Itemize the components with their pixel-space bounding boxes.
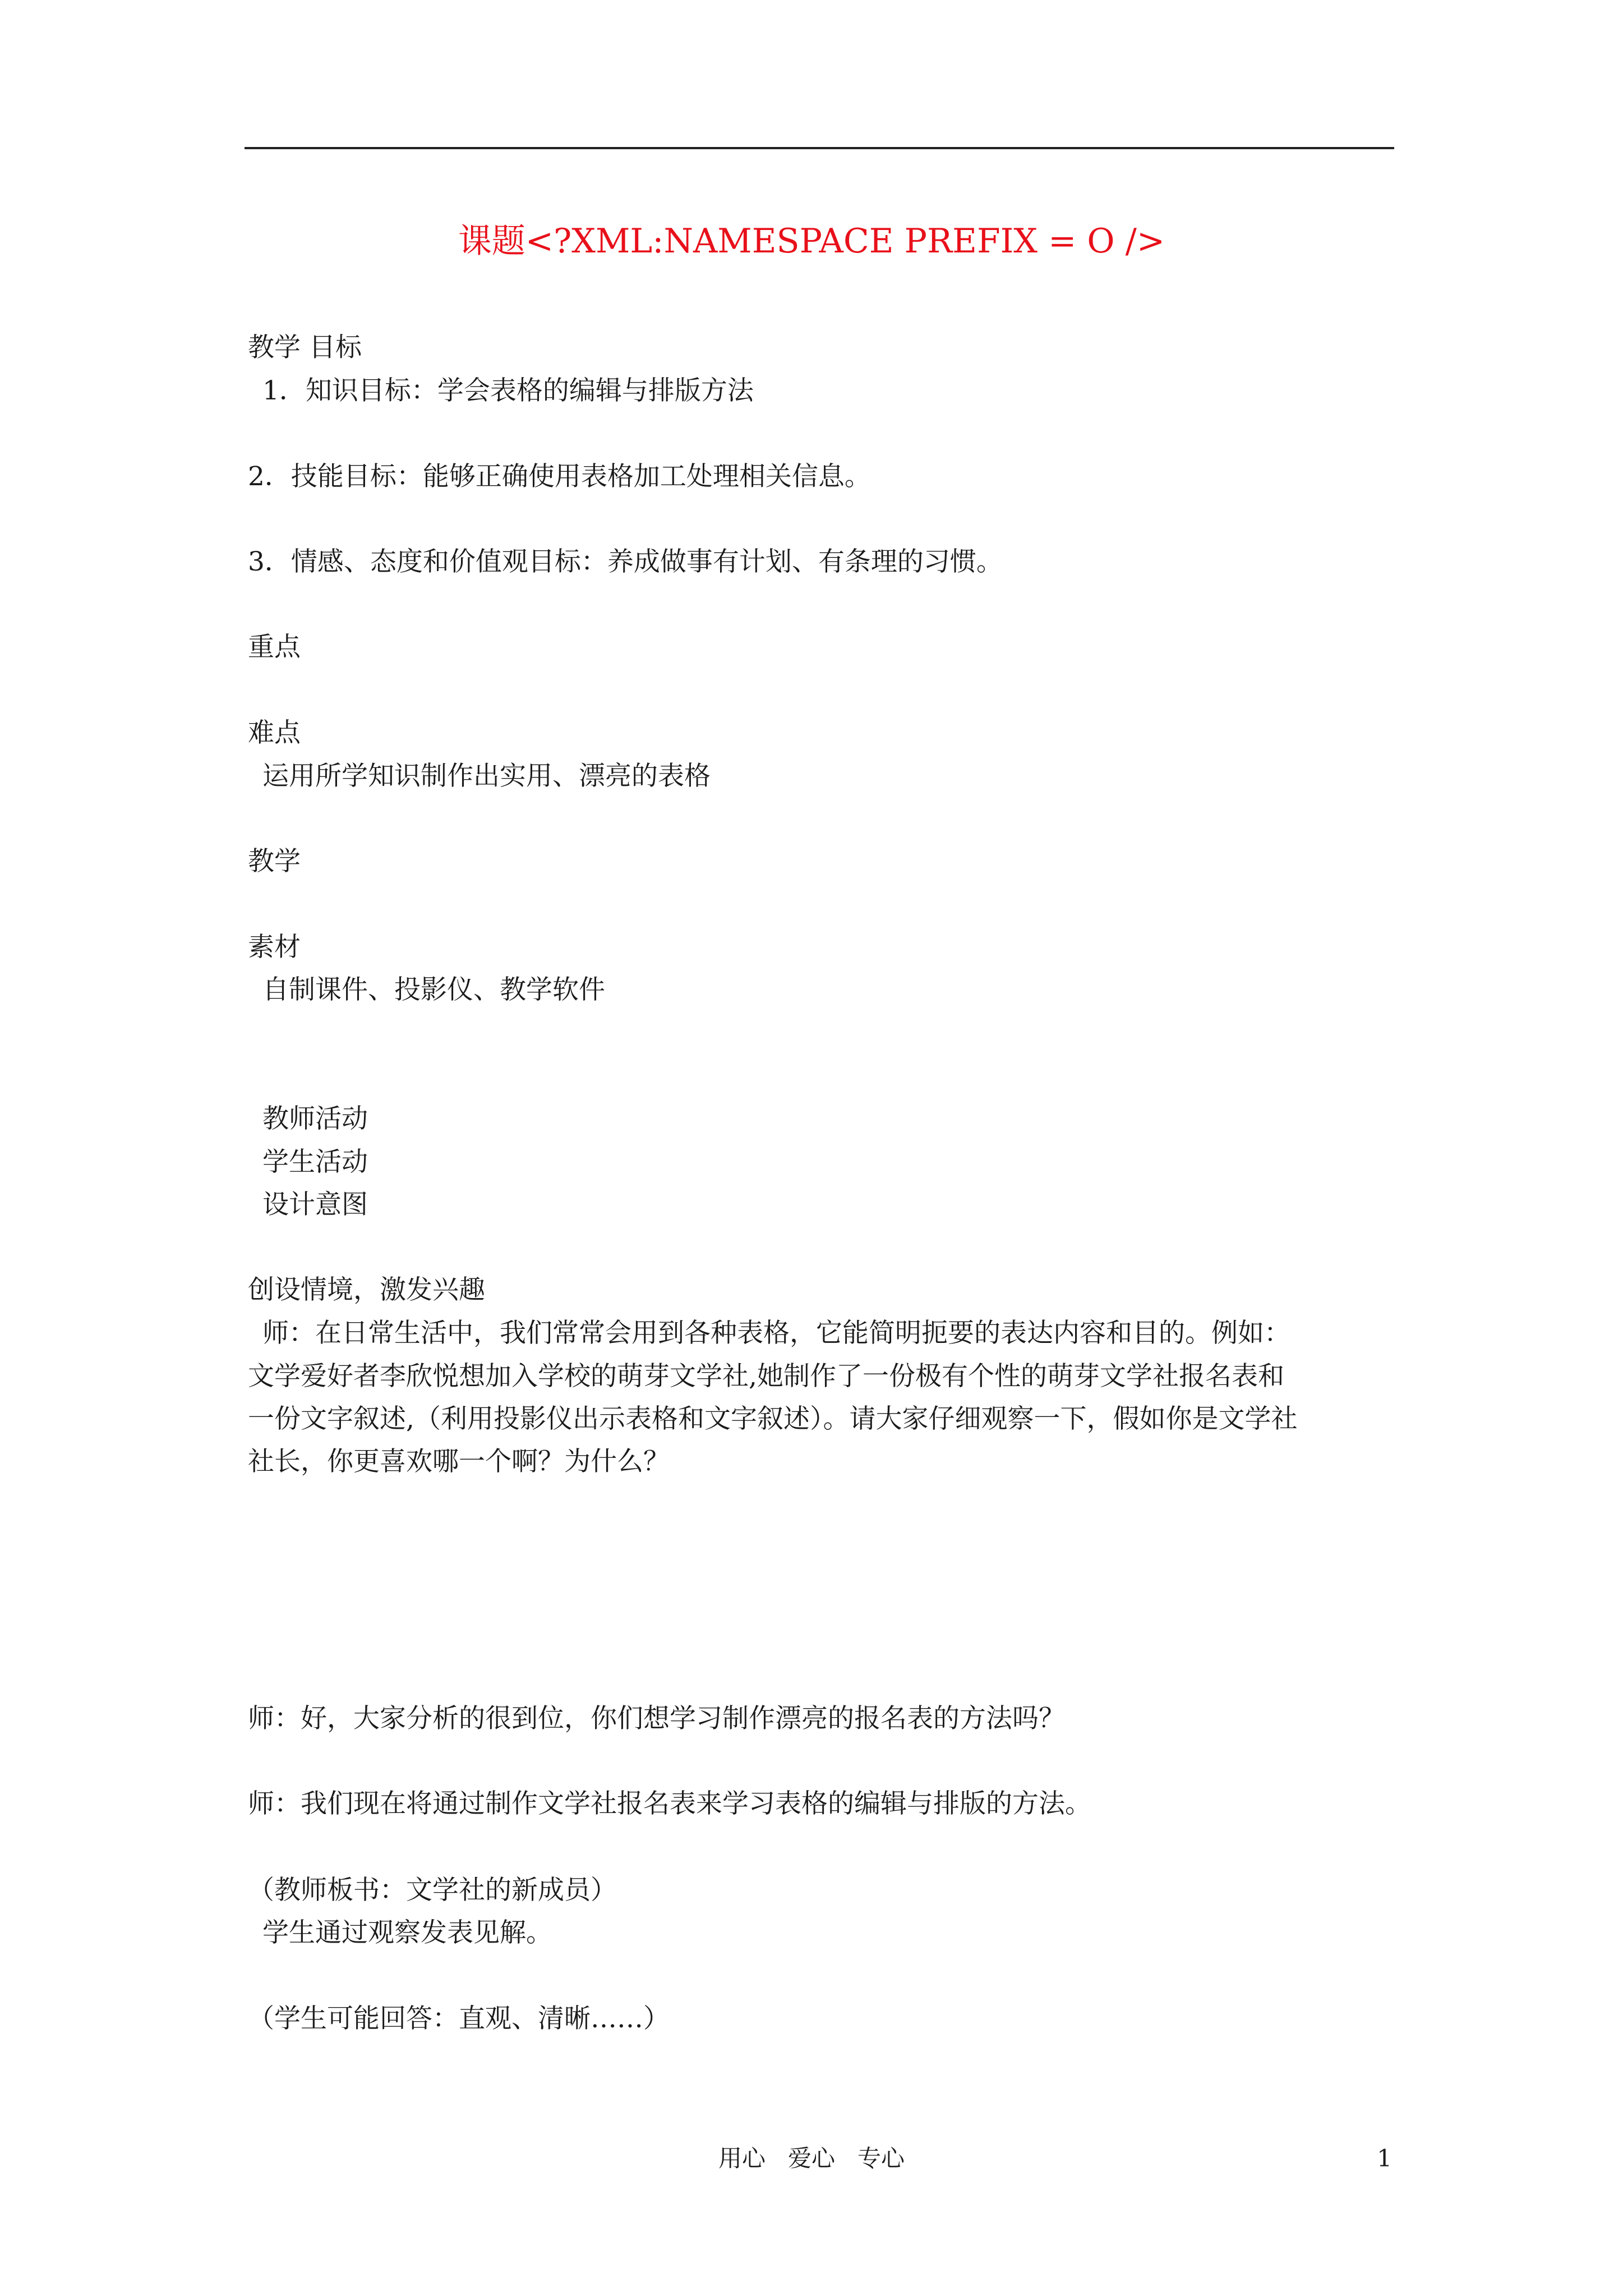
section-heading: 创设情境，激发兴趣 [248, 1274, 485, 1305]
key-points-label: 重点 [248, 632, 301, 662]
goals-heading: 教学 目标 [248, 332, 362, 363]
paragraph-line: 一份文字叙述,（利用投影仪出示表格和文字叙述）。请大家仔细观察一下，假如你是文学社 [248, 1404, 1298, 1434]
teacher-statement: 师：我们现在将通过制作文学社报名表来学习表格的编辑与排版的方法。 [248, 1788, 1091, 1819]
header-rule [245, 147, 1394, 149]
student-activity-label: 学生活动 [262, 1147, 368, 1177]
paragraph-line: 社长，你更喜欢哪一个啊？为什么？ [248, 1446, 670, 1477]
materials-content: 自制课件、投影仪、教学软件 [262, 974, 605, 1005]
footer-motto: 用心 爱心 专心 [718, 2145, 905, 2172]
page-number: 1 [1377, 2145, 1392, 2172]
difficulty-label: 难点 [248, 717, 301, 748]
page-title: 课题<?XML:NAMESPACE PREFIX = O /> [458, 222, 1165, 261]
design-intent-label: 设计意图 [262, 1189, 368, 1220]
goal-skill: 2．技能目标：能够正确使用表格加工处理相关信息。 [248, 461, 871, 492]
difficulty-content: 运用所学知识制作出实用、漂亮的表格 [262, 761, 711, 792]
teacher-activity-label: 教师活动 [262, 1103, 368, 1134]
board-note: （教师板书：文学社的新成员） [248, 1875, 617, 1906]
goal-attitude: 3．情感、态度和价值观目标：养成做事有计划、有条理的习惯。 [248, 546, 1003, 577]
teacher-question: 师：好，大家分析的很到位，你们想学习制作漂亮的报名表的方法吗？ [248, 1703, 1065, 1734]
goal-knowledge: 1．知识目标：学会表格的编辑与排版方法 [262, 375, 754, 406]
teaching-label: 教学 [248, 846, 301, 877]
materials-label: 素材 [248, 932, 301, 963]
paragraph-line: 文学爱好者李欣悦想加入学校的萌芽文学社,她制作了一份极有个性的萌芽文学社报名表和 [248, 1361, 1284, 1392]
student-answer: （学生可能回答：直观、清晰……） [248, 2003, 670, 2034]
student-observe: 学生通过观察发表见解。 [262, 1917, 552, 1948]
paragraph-line: 师：在日常生活中，我们常常会用到各种表格，它能简明扼要的表达内容和目的。例如： [262, 1318, 1290, 1349]
